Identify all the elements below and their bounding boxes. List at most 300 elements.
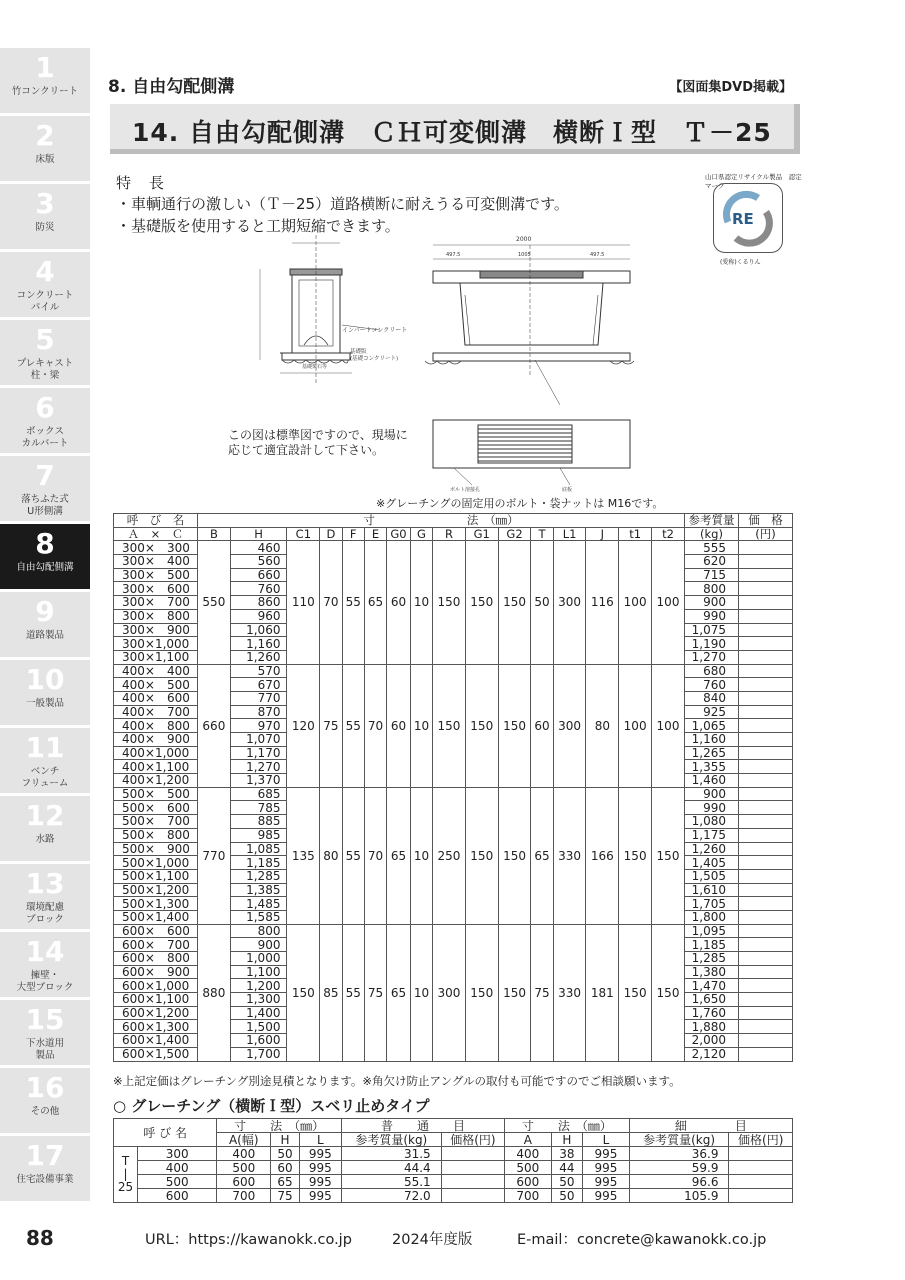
cell-g2: 150: [498, 924, 531, 1061]
cell-g0: 65: [387, 924, 411, 1061]
cell-h: 1,500: [230, 1020, 287, 1034]
col-weight-header: 参考質量: [685, 514, 739, 528]
sidebar-tab-14[interactable]: [0, 932, 90, 997]
grating-subheader: A(幅): [217, 1133, 271, 1147]
cell-c1: 150: [287, 924, 320, 1061]
longitudinal-drawing: [425, 245, 634, 405]
col-price-header: 価 格: [739, 514, 793, 528]
chapter-sidebar: [0, 48, 90, 1204]
svg-text:497.5: 497.5: [590, 252, 605, 258]
cell-weight: 1,080: [685, 815, 739, 829]
grating-cell: 96.6: [629, 1175, 729, 1189]
sidebar-tab-label: 水路: [35, 834, 55, 845]
grating-subheader: 参考質量(kg): [341, 1133, 441, 1147]
cell-name: 300×1,000: [114, 637, 198, 651]
col-e-header: E: [364, 527, 386, 541]
sidebar-tab-number: 7: [35, 459, 55, 492]
cell-g: 10: [410, 924, 432, 1061]
cell-c1: 110: [287, 541, 320, 664]
sidebar-tab-label: 道路製品: [25, 630, 64, 641]
cell-name: 300× 300: [114, 541, 198, 555]
sidebar-tab-3[interactable]: [0, 184, 90, 249]
cross-section-drawing: [260, 235, 380, 385]
cell-t2: 100: [652, 541, 685, 664]
sidebar-tab-label: 下水道用 製品: [25, 1038, 64, 1061]
grating-cell: [441, 1189, 504, 1203]
cell-b: 550: [198, 541, 231, 664]
cell-price: [739, 815, 793, 829]
cell-price: [739, 938, 793, 952]
col-l1-header: L1: [553, 527, 586, 541]
sidebar-tab-15[interactable]: [0, 1000, 90, 1065]
cell-weight: 1,380: [685, 965, 739, 979]
cell-f: 55: [342, 541, 364, 664]
grating-cell: [729, 1147, 793, 1161]
grating-cell: 55.1: [341, 1175, 441, 1189]
grating-dim-header-2: 寸 法 （㎜）: [505, 1119, 630, 1133]
cell-h: 760: [230, 582, 287, 596]
cell-price: [739, 774, 793, 788]
cell-d: 75: [320, 664, 342, 787]
col-t-header: T: [531, 527, 553, 541]
footer-year: 2024年度版: [392, 1232, 473, 1248]
sidebar-tab-number: 16: [25, 1071, 65, 1104]
cell-g: 10: [410, 541, 432, 664]
cell-f: 55: [342, 787, 364, 924]
cell-price: [739, 1047, 793, 1061]
cell-price: [739, 623, 793, 637]
cell-price: [739, 650, 793, 664]
cell-weight: 1,610: [685, 883, 739, 897]
sidebar-tab-label: その他: [30, 1106, 60, 1117]
cell-g0: 65: [387, 787, 411, 924]
cell-name: 400× 500: [114, 678, 198, 692]
cell-name: 300× 400: [114, 555, 198, 569]
cell-weight: 715: [685, 568, 739, 582]
grating-subheader: A: [505, 1133, 551, 1147]
cell-price: [739, 979, 793, 993]
cell-t: 65: [531, 787, 553, 924]
grating-cell: 50: [271, 1147, 300, 1161]
sidebar-tab-label: 落ちふた式 U形側溝: [21, 494, 69, 517]
cell-h: 1,160: [230, 637, 287, 651]
sidebar-tab-label: 住宅設備事業: [16, 1174, 74, 1185]
grating-cell: 36.9: [629, 1147, 729, 1161]
sidebar-tab-number: 2: [35, 119, 55, 152]
sidebar-tab-label: コンクリート パイル: [16, 290, 74, 313]
cell-price: [739, 993, 793, 1007]
col-f-header: F: [342, 527, 364, 541]
cell-t: 60: [531, 664, 553, 787]
sidebar-tab-label: ボックス カルバート: [21, 426, 69, 449]
cell-b: 770: [198, 787, 231, 924]
svg-text:497.5: 497.5: [446, 252, 461, 258]
cell-name: 300× 800: [114, 609, 198, 623]
cell-name: 500× 600: [114, 801, 198, 815]
grating-cell: 300: [138, 1147, 217, 1161]
feature-item: ・基礎版を使用すると工期短縮できます。: [116, 217, 400, 235]
grating-cell: 50: [551, 1189, 583, 1203]
sidebar-tab-5[interactable]: [0, 320, 90, 385]
grating-cell: 38: [551, 1147, 583, 1161]
cell-h: 870: [230, 705, 287, 719]
sidebar-tab-number: 4: [35, 255, 55, 288]
sidebar-tab-label: 自由勾配側溝: [16, 562, 74, 573]
cell-price: [739, 869, 793, 883]
title-banner: [110, 104, 800, 154]
cell-weight: 1,270: [685, 650, 739, 664]
cell-weight: 620: [685, 555, 739, 569]
grating-subheader: L: [299, 1133, 341, 1147]
sidebar-tab-12[interactable]: [0, 796, 90, 861]
cell-g0: 60: [387, 541, 411, 664]
cell-c1: 120: [287, 664, 320, 787]
cell-name: 600×1,500: [114, 1047, 198, 1061]
header-weight-unit: (kg): [685, 527, 739, 541]
sidebar-tab-13[interactable]: [0, 864, 90, 929]
cell-name: 600×1,100: [114, 993, 198, 1007]
sidebar-tab-number: 8: [35, 527, 55, 560]
cell-price: [739, 897, 793, 911]
grating-cell: 600: [505, 1175, 551, 1189]
sidebar-tab-label: 環境配慮 ブロック: [25, 902, 64, 925]
cell-weight: 900: [685, 596, 739, 610]
grating-cell: 995: [299, 1161, 341, 1175]
grating-cell: 500: [505, 1161, 551, 1175]
grating-subheader: 価格(円): [729, 1133, 793, 1147]
cell-weight: 1,405: [685, 856, 739, 870]
cell-h: 1,000: [230, 952, 287, 966]
cell-weight: 990: [685, 801, 739, 815]
cell-r: 300: [433, 924, 466, 1061]
svg-text:基礎栗石等: 基礎栗石等: [302, 364, 328, 370]
cell-h: 1,485: [230, 897, 287, 911]
col-b-header: B: [198, 527, 231, 541]
cell-h: 1,085: [230, 842, 287, 856]
cell-weight: 1,160: [685, 733, 739, 747]
cell-weight: 1,880: [685, 1020, 739, 1034]
cell-price: [739, 801, 793, 815]
grating-subheader: 参考質量(kg): [629, 1133, 729, 1147]
cell-weight: 840: [685, 691, 739, 705]
grating-cell: 500: [217, 1161, 271, 1175]
cell-weight: 680: [685, 664, 739, 678]
grating-cell: 105.9: [629, 1189, 729, 1203]
cell-t: 75: [531, 924, 553, 1061]
cell-t1: 150: [619, 787, 652, 924]
sidebar-tab-2[interactable]: [0, 116, 90, 181]
sidebar-tab-number: 14: [25, 935, 65, 968]
bolt-note: ※グレーチングの固定用のボルト・袋ナットは M16です。: [376, 497, 664, 510]
sidebar-tab-17[interactable]: [0, 1136, 90, 1201]
sidebar-tab-10[interactable]: [0, 660, 90, 725]
cell-g1: 150: [465, 541, 498, 664]
cell-weight: 1,505: [685, 869, 739, 883]
chapter-heading: 8. 自由勾配側溝: [108, 77, 235, 97]
cell-price: [739, 664, 793, 678]
sidebar-tab-number: 1: [35, 51, 55, 84]
cell-h: 960: [230, 609, 287, 623]
cell-price: [739, 637, 793, 651]
cell-e: 75: [364, 924, 386, 1061]
recycle-caption: 山口県認定リサイクル製品 認定マーク: [705, 173, 802, 190]
cell-weight: 1,265: [685, 746, 739, 760]
col-g2-header: G2: [498, 527, 531, 541]
cell-b: 660: [198, 664, 231, 787]
sidebar-tab-label: 一般製品: [25, 698, 64, 709]
grating-cell: 59.9: [629, 1161, 729, 1175]
feature-item: ・車輌通行の激しい（Ｔ－25）道路横断に耐えうる可変側溝です。: [116, 195, 569, 213]
cell-name: 600×1,200: [114, 1006, 198, 1020]
cell-r: 150: [433, 664, 466, 787]
col-c1-header: C1: [287, 527, 320, 541]
cell-h: 885: [230, 815, 287, 829]
cell-h: 1,285: [230, 869, 287, 883]
cell-weight: 1,175: [685, 828, 739, 842]
sidebar-tab-8[interactable]: [0, 524, 90, 589]
cell-h: 660: [230, 568, 287, 582]
grating-cell: 31.5: [341, 1147, 441, 1161]
grating-title: ○ グレーチング（横断Ｉ型）スベリ止めタイプ: [113, 1097, 430, 1115]
grating-cell: 72.0: [341, 1189, 441, 1203]
col-g1-header: G1: [465, 527, 498, 541]
cell-weight: 2,000: [685, 1034, 739, 1048]
cell-name: 600× 600: [114, 924, 198, 938]
col-j-header: J: [586, 527, 619, 541]
cell-weight: 800: [685, 582, 739, 596]
table-row: [114, 1147, 793, 1161]
table-row: [114, 1189, 793, 1203]
sidebar-tab-label: プレキャスト 柱・梁: [16, 358, 74, 381]
cell-price: [739, 719, 793, 733]
grating-cell: [441, 1175, 504, 1189]
cell-h: 770: [230, 691, 287, 705]
cell-price: [739, 965, 793, 979]
cell-price: [739, 787, 793, 801]
cell-g2: 150: [498, 541, 531, 664]
cell-g1: 150: [465, 924, 498, 1061]
grating-cell: 995: [583, 1189, 629, 1203]
cell-price: [739, 746, 793, 760]
cell-price: [739, 760, 793, 774]
cell-weight: 1,065: [685, 719, 739, 733]
cell-h: 1,100: [230, 965, 287, 979]
col-t1-header: t1: [619, 527, 652, 541]
grating-subheader: H: [551, 1133, 583, 1147]
cell-t1: 100: [619, 541, 652, 664]
svg-text:基礎版: 基礎版: [350, 349, 367, 355]
cell-h: 1,260: [230, 650, 287, 664]
cell-d: 80: [320, 787, 342, 924]
drawing-note: この図は標準図ですので、現場に 応じて適宜設計して下さい。: [228, 428, 408, 457]
col-g0-header: G0: [387, 527, 411, 541]
cell-h: 460: [230, 541, 287, 555]
grating-cell: 500: [138, 1175, 217, 1189]
cell-name: 300× 600: [114, 582, 198, 596]
table-row: [114, 924, 793, 938]
cell-name: 600×1,400: [114, 1034, 198, 1048]
cell-name: 400× 600: [114, 691, 198, 705]
table-row: [114, 541, 793, 555]
col-r-header: R: [433, 527, 466, 541]
cell-h: 1,385: [230, 883, 287, 897]
footer-email[interactable]: E-mail：concrete@kawanokk.co.jp: [517, 1232, 767, 1248]
grating-cell: 995: [299, 1147, 341, 1161]
svg-text:底板: 底板: [562, 487, 573, 493]
col-name-subheader: Ａ × Ｃ: [114, 527, 198, 541]
cell-b: 880: [198, 924, 231, 1061]
col-name-header: 呼 び 名: [114, 514, 198, 528]
sidebar-tab-7[interactable]: [0, 456, 90, 521]
cell-name: 300× 500: [114, 568, 198, 582]
cell-g0: 60: [387, 664, 411, 787]
grating-cell: 995: [583, 1161, 629, 1175]
grating-cell: [729, 1161, 793, 1175]
cell-price: [739, 568, 793, 582]
cell-price: [739, 856, 793, 870]
cell-price: [739, 910, 793, 924]
cell-weight: 2,120: [685, 1047, 739, 1061]
sidebar-tab-4[interactable]: [0, 252, 90, 317]
cell-t1: 150: [619, 924, 652, 1061]
sidebar-tab-16[interactable]: [0, 1068, 90, 1133]
sidebar-tab-11[interactable]: [0, 728, 90, 793]
plan-drawing: [433, 420, 630, 485]
cell-name: 600× 700: [114, 938, 198, 952]
svg-text:(基礎コンクリート): (基礎コンクリート): [350, 356, 399, 362]
cell-weight: 1,260: [685, 842, 739, 856]
svg-text:1005: 1005: [518, 252, 531, 258]
cell-g: 10: [410, 787, 432, 924]
sidebar-tab-6[interactable]: [0, 388, 90, 453]
sidebar-tab-number: 10: [25, 663, 65, 696]
cell-h: 560: [230, 555, 287, 569]
cell-d: 85: [320, 924, 342, 1061]
cell-price: [739, 691, 793, 705]
cell-h: 1,300: [230, 993, 287, 1007]
cell-price: [739, 1006, 793, 1020]
cell-l1: 330: [553, 787, 586, 924]
grating-cell: 995: [299, 1189, 341, 1203]
cell-h: 685: [230, 787, 287, 801]
sidebar-tab-number: 13: [25, 867, 65, 900]
page-title: 14. 自由勾配側溝 ＣＨ可変側溝 横断Ｉ型 Ｔ－25: [132, 118, 772, 147]
cell-price: [739, 924, 793, 938]
grating-table: [113, 1118, 793, 1203]
footer-url[interactable]: URL：https://kawanokk.co.jp: [145, 1232, 352, 1248]
cell-h: 800: [230, 924, 287, 938]
cell-weight: 925: [685, 705, 739, 719]
cell-weight: 1,650: [685, 993, 739, 1007]
grating-normal-header: 普 通 目: [341, 1119, 504, 1133]
sidebar-tab-number: 3: [35, 187, 55, 220]
grating-cell: 60: [271, 1161, 300, 1175]
table-row: [114, 1175, 793, 1189]
cell-weight: 1,095: [685, 924, 739, 938]
cell-j: 181: [586, 924, 619, 1061]
cell-weight: 1,705: [685, 897, 739, 911]
sidebar-tab-label: ベンチ フリューム: [21, 766, 69, 789]
sidebar-tab-9[interactable]: [0, 592, 90, 657]
sidebar-tab-label: 擁壁・ 大型ブロック: [16, 970, 74, 993]
grating-cell: [729, 1189, 793, 1203]
grating-dim-header: 寸 法 （㎜）: [217, 1119, 342, 1133]
cell-price: [739, 705, 793, 719]
grating-cell: 50: [551, 1175, 583, 1189]
grating-cell: 400: [217, 1147, 271, 1161]
cell-h: 970: [230, 719, 287, 733]
grating-cell: 400: [505, 1147, 551, 1161]
grating-cell: 995: [583, 1147, 629, 1161]
cell-name: 500× 700: [114, 815, 198, 829]
grating-cell: [729, 1175, 793, 1189]
cell-name: 500×1,400: [114, 910, 198, 924]
cell-name: 500×1,300: [114, 897, 198, 911]
cell-price: [739, 678, 793, 692]
cell-j: 116: [586, 541, 619, 664]
grating-name-header: 呼 び 名: [114, 1119, 217, 1147]
cell-price: [739, 1020, 793, 1034]
cell-price: [739, 541, 793, 555]
cell-name: 500×1,000: [114, 856, 198, 870]
cell-h: 1,185: [230, 856, 287, 870]
cell-name: 600× 900: [114, 965, 198, 979]
cell-weight: 1,285: [685, 952, 739, 966]
cell-weight: 1,190: [685, 637, 739, 651]
svg-text:インバートコンクリート: インバートコンクリート: [342, 327, 408, 334]
header-price-unit: (円): [739, 527, 793, 541]
cell-name: 600× 800: [114, 952, 198, 966]
cell-name: 400× 900: [114, 733, 198, 747]
sidebar-tab-number: 9: [35, 595, 55, 628]
cell-d: 70: [320, 541, 342, 664]
cell-price: [739, 842, 793, 856]
sidebar-tab-number: 15: [25, 1003, 65, 1036]
cell-price: [739, 582, 793, 596]
cell-l1: 300: [553, 541, 586, 664]
cell-l1: 300: [553, 664, 586, 787]
sidebar-tab-number: 17: [25, 1139, 65, 1172]
col-g-header: G: [410, 527, 432, 541]
dvd-badge: 【図面集DVD掲載】: [669, 80, 792, 95]
cell-f: 55: [342, 664, 364, 787]
cell-c1: 135: [287, 787, 320, 924]
col-h-header: H: [230, 527, 287, 541]
grating-cell: 75: [271, 1189, 300, 1203]
cell-name: 400×1,200: [114, 774, 198, 788]
sidebar-tab-1[interactable]: [0, 48, 90, 113]
grating-cell: 600: [217, 1175, 271, 1189]
cell-h: 1,700: [230, 1047, 287, 1061]
grating-cell: 995: [583, 1175, 629, 1189]
table-note: ※上記定価はグレーチング別途見積となります。※角欠け防止アングルの取付も可能ですのでご相談願います。: [113, 1074, 681, 1088]
cell-name: 400× 700: [114, 705, 198, 719]
cell-h: 1,370: [230, 774, 287, 788]
cell-weight: 1,355: [685, 760, 739, 774]
grating-cell: 400: [138, 1161, 217, 1175]
cell-h: 785: [230, 801, 287, 815]
cell-h: 860: [230, 596, 287, 610]
cell-price: [739, 609, 793, 623]
table-row: [114, 787, 793, 801]
cell-price: [739, 883, 793, 897]
cell-name: 500×1,200: [114, 883, 198, 897]
cell-e: 65: [364, 541, 386, 664]
sidebar-tab-number: 11: [25, 731, 65, 764]
grating-cell: 995: [299, 1175, 341, 1189]
cell-h: 1,170: [230, 746, 287, 760]
spec-table: [113, 513, 793, 1062]
